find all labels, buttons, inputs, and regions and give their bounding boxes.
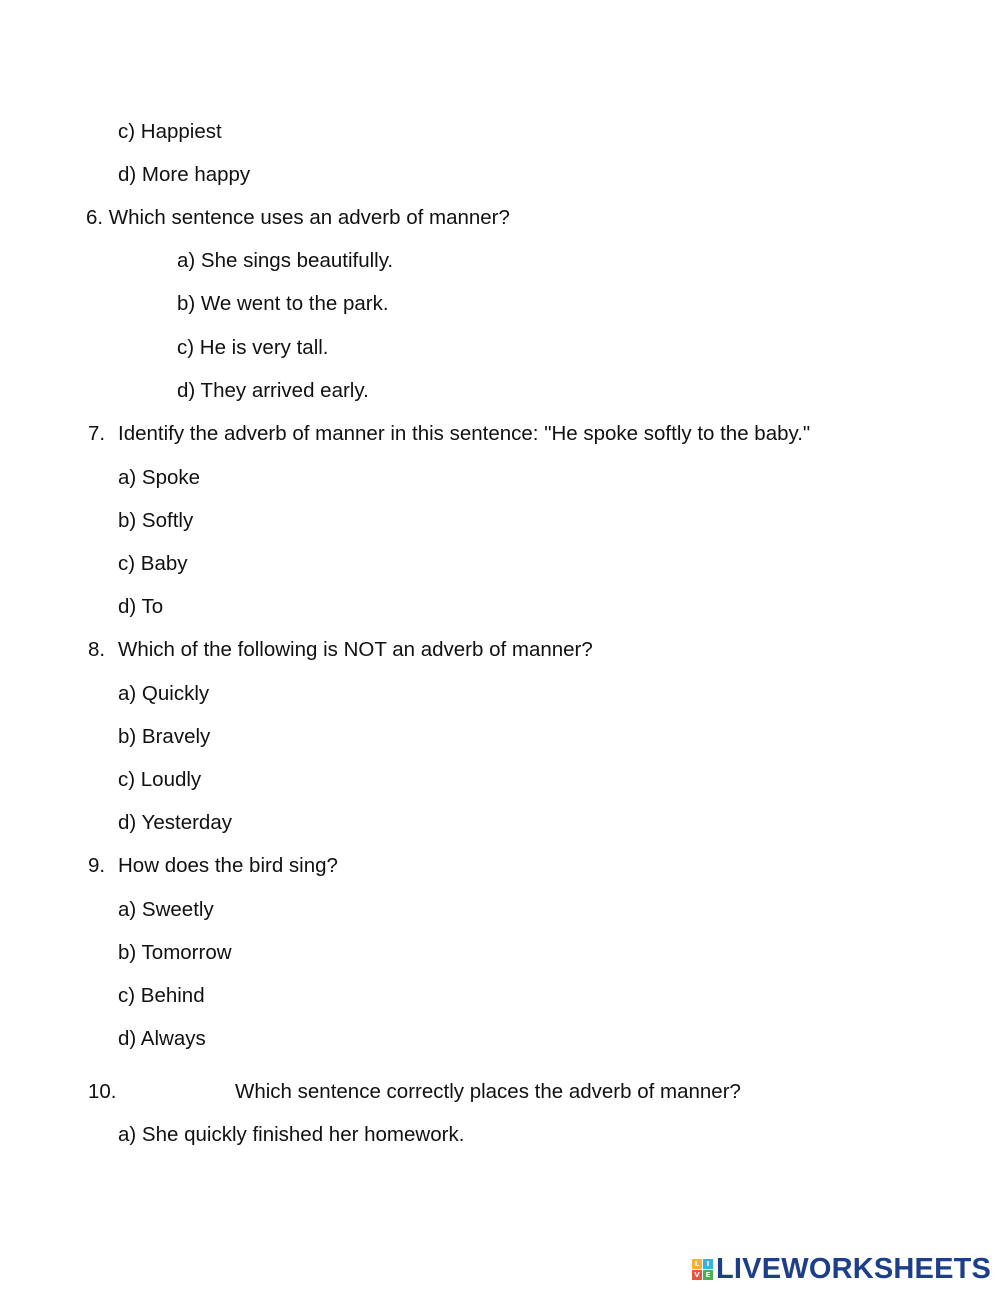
q9-option-c: c) Behind	[118, 984, 205, 1007]
logo-mark-tile: E	[703, 1270, 713, 1280]
q6-option-d: d) They arrived early.	[177, 379, 369, 402]
q8-option-a: a) Quickly	[118, 682, 210, 705]
q5-option-c: c) Happiest	[118, 120, 222, 143]
q7-question: Identify the adverb of manner in this sentence: "He spoke softly to the baby."	[118, 422, 811, 445]
q9-question: How does the bird sing?	[118, 854, 338, 877]
q8-question: Which of the following is NOT an adverb of manner?	[118, 638, 593, 661]
q5-option-d: d) More happy	[118, 163, 251, 186]
q8-option-c: c) Loudly	[118, 768, 202, 791]
logo-mark-icon	[692, 1259, 713, 1280]
q6-option-a: a) She sings beautifully.	[177, 249, 394, 272]
logo-mark-tile: V	[692, 1270, 702, 1280]
q9-option-b: b) Tomorrow	[118, 941, 232, 964]
q7-option-b: b) Softly	[118, 509, 194, 532]
q6-option-c: c) He is very tall.	[177, 336, 329, 359]
q7-number: 7.	[88, 422, 106, 445]
logo-mark-tile: L	[692, 1259, 702, 1269]
q7-option-a: a) Spoke	[118, 466, 201, 489]
q9-number: 9.	[88, 854, 106, 877]
q6-option-b: b) We went to the park.	[177, 292, 389, 315]
q9-option-a: a) Sweetly	[118, 898, 214, 921]
q8-option-b: b) Bravely	[118, 725, 211, 748]
q9-option-d: d) Always	[118, 1027, 206, 1050]
logo-mark-tile: I	[703, 1259, 713, 1269]
q7-option-d: d) To	[118, 595, 164, 618]
q10-question: Which sentence correctly places the adverb of manner?	[235, 1080, 741, 1103]
q7-option-c: c) Baby	[118, 552, 188, 575]
q8-option-d: d) Yesterday	[118, 811, 232, 834]
q10-option-a: a) She quickly finished her homework.	[118, 1123, 465, 1146]
q6-question: 6. Which sentence uses an adverb of manner?	[86, 206, 510, 229]
q8-number: 8.	[88, 638, 106, 661]
liveworksheets-logo	[692, 1252, 991, 1286]
logo-text: LIVEWORKSHEETS	[716, 1252, 992, 1285]
q10-number: 10.	[88, 1080, 117, 1103]
